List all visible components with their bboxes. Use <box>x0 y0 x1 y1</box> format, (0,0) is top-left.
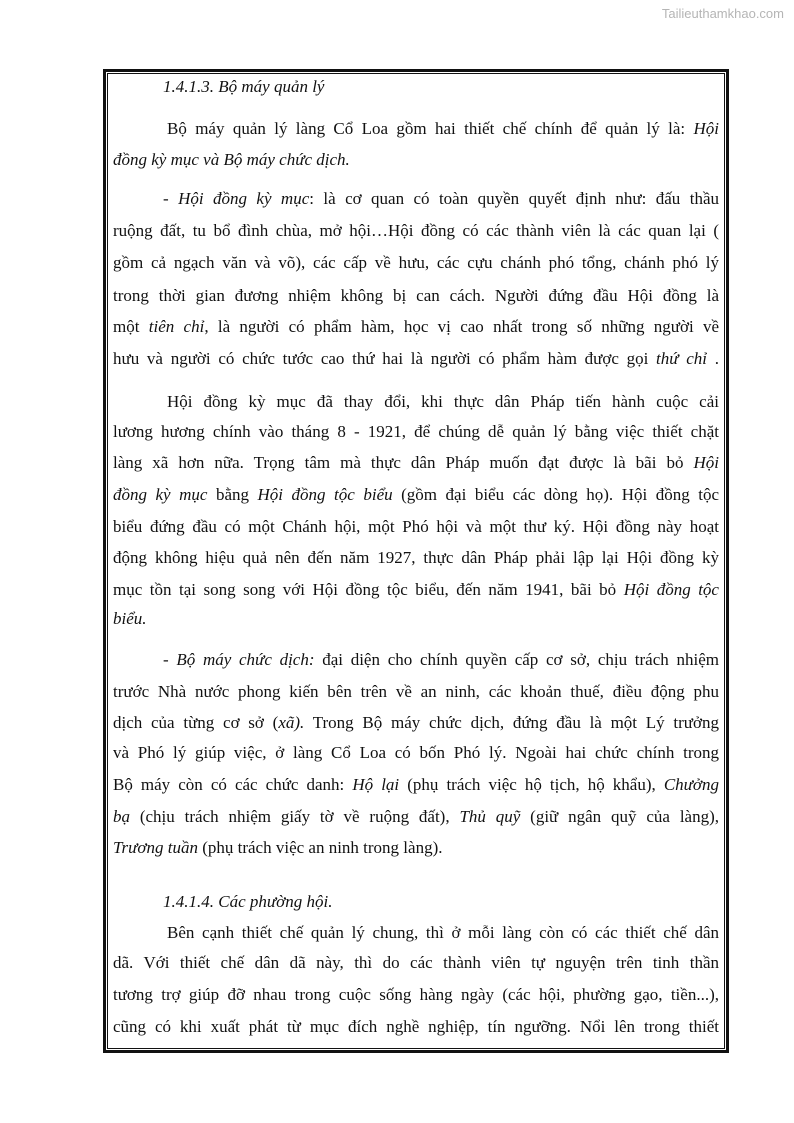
italic-text: Hộ lại <box>352 775 400 794</box>
italic-text: bạ <box>113 807 130 826</box>
text: biểu đứng đầu có một Chánh hội, một Phó hội và một thư ký. Hội đồng này hoạt <box>113 517 719 536</box>
text-line <box>113 832 719 864</box>
text: Trong Bộ máy chức dịch, đứng đầu là một Lý trưởng <box>304 713 719 732</box>
text: tương trợ giúp đỡ nhau trong cuộc sống hàng ngày (các hội, phường gạo, tiền...), <box>113 985 719 1004</box>
text-line <box>167 386 719 418</box>
text: (giữ ngân quỹ của làng), <box>520 807 719 826</box>
text: bằng <box>207 485 258 504</box>
text-line <box>113 769 719 801</box>
italic-text: Hội <box>693 119 719 138</box>
text: một <box>113 317 149 336</box>
italic-text: Hội đồng tộc <box>623 580 719 599</box>
italic-text: Bộ máy chức dịch: <box>176 650 315 669</box>
text: Hội đồng kỳ mục đã thay đổi, khi thực dân Pháp tiến hành cuộc cải <box>167 392 719 411</box>
text-line <box>113 947 719 979</box>
text-line <box>113 1011 719 1043</box>
italic-text: thứ chỉ <box>656 349 708 368</box>
text: Bên cạnh thiết chế quản lý chung, thì ở mỗi làng còn có các thiết chế dân <box>167 923 719 942</box>
text: (phụ trách việc an ninh trong làng). <box>197 838 443 857</box>
text: . <box>707 349 719 368</box>
text-line <box>113 676 719 708</box>
italic-text: Hội đồng tộc biểu <box>257 485 393 504</box>
text-line <box>113 707 719 739</box>
text-line <box>113 479 719 511</box>
text: và Phó lý giúp việc, ở làng Cổ Loa có bốn Phó lý. Ngoài hai chức chính trong <box>113 743 719 762</box>
text: (gồm đại biểu các dòng họ). Hội đồng tộc <box>392 485 719 504</box>
italic-text: Hội đồng kỳ mục <box>178 189 310 208</box>
text-line <box>113 737 719 769</box>
text-line <box>113 542 719 574</box>
text-line <box>113 280 719 312</box>
text: - <box>163 189 179 208</box>
text: Bộ máy quản lý làng Cổ Loa gồm hai thiết chế chính để quản lý là: <box>167 119 694 138</box>
text: lương hương chính vào tháng 8 - 1921, để chúng dễ quản lý bằng việc thiết chặt <box>113 422 719 441</box>
text: gồm cả ngạch văn và võ), các cấp về hưu, các cựu chánh phó tổng, chánh phó lý <box>113 253 719 272</box>
section-heading <box>163 886 719 918</box>
text: , là người có phẩm hàm, học vị cao nhất trong số những người về <box>204 317 720 336</box>
italic-text: Trương tuần <box>113 838 198 857</box>
text-line <box>113 343 719 375</box>
section-heading <box>163 71 719 103</box>
italic-text: Hội <box>693 453 719 472</box>
text-line <box>113 311 719 343</box>
text: : là cơ quan có toàn quyền quyết định như: đấu thầu <box>309 189 719 208</box>
text-line <box>113 603 719 635</box>
text-line <box>113 144 719 176</box>
italic-text: đồng kỳ mục <box>113 485 208 504</box>
text: trước Nhà nước phong kiến bên trên về an ninh, các khoản thuế, điều động phu <box>113 682 719 701</box>
text: mục tồn tại song song với Hội đồng tộc biểu, đến năm 1941, bãi bỏ <box>113 580 624 599</box>
text-line <box>113 574 719 606</box>
text: (chịu trách nhiệm giấy tờ về ruộng đất), <box>130 807 460 826</box>
italic-text: đồng kỳ mục và Bộ máy chức dịch. <box>113 150 350 169</box>
italic-text: tiên chỉ <box>148 317 205 336</box>
text: hưu và người có chức tước cao thứ hai là người có phẩm hàm được gọi <box>113 349 657 368</box>
text: ruộng đất, tu bổ đình chùa, mở hội…Hội đồng có các thành viên là các quan lại ( <box>113 221 719 240</box>
text-line <box>163 644 719 676</box>
text: cũng có khi xuất phát từ mục đích nghề nghiệp, tín ngưỡng. Nổi lên trong thiết <box>113 1017 719 1036</box>
text-line <box>113 215 719 247</box>
italic-text: 1.4.1.4. Các phường hội. <box>163 892 333 911</box>
text: đại diện cho chính quyền cấp cơ sở, chịu trách nhiệm <box>314 650 719 669</box>
text: động không hiệu quả nên đến năm 1927, thực dân Pháp phải lập lại Hội đồng kỳ <box>113 548 719 567</box>
text-line <box>113 511 719 543</box>
text-line <box>113 801 719 833</box>
text: (phụ trách việc hộ tịch, hộ khẩu), <box>399 775 664 794</box>
text: Bộ máy còn có các chức danh: <box>113 775 353 794</box>
text-line <box>113 447 719 479</box>
text: dịch của từng cơ sở ( <box>113 713 279 732</box>
text-line <box>167 917 719 949</box>
text: - <box>163 650 177 669</box>
text: dã. Với thiết chế dân dã này, thì do các thành viên tự nguyện trên tinh thần <box>113 953 719 972</box>
text: làng xã hơn nữa. Trọng tâm mà thực dân Pháp muốn đạt được là bãi bỏ <box>113 453 694 472</box>
italic-text: biểu. <box>113 609 147 628</box>
watermark: Tailieuthamkhao.com <box>661 6 784 21</box>
text-line <box>113 416 719 448</box>
text-line <box>113 979 719 1011</box>
text-line <box>163 183 719 215</box>
italic-text: 1.4.1.3. Bộ máy quản lý <box>163 77 325 96</box>
italic-text: Thủ quỹ <box>459 807 521 826</box>
italic-text: xã). <box>278 713 305 732</box>
text: trong thời gian đương nhiệm không bị can cách. Người đứng đầu Hội đồng là <box>113 286 719 305</box>
text-line <box>167 113 719 145</box>
text-line <box>113 247 719 279</box>
italic-text: Chưởng <box>663 775 719 794</box>
